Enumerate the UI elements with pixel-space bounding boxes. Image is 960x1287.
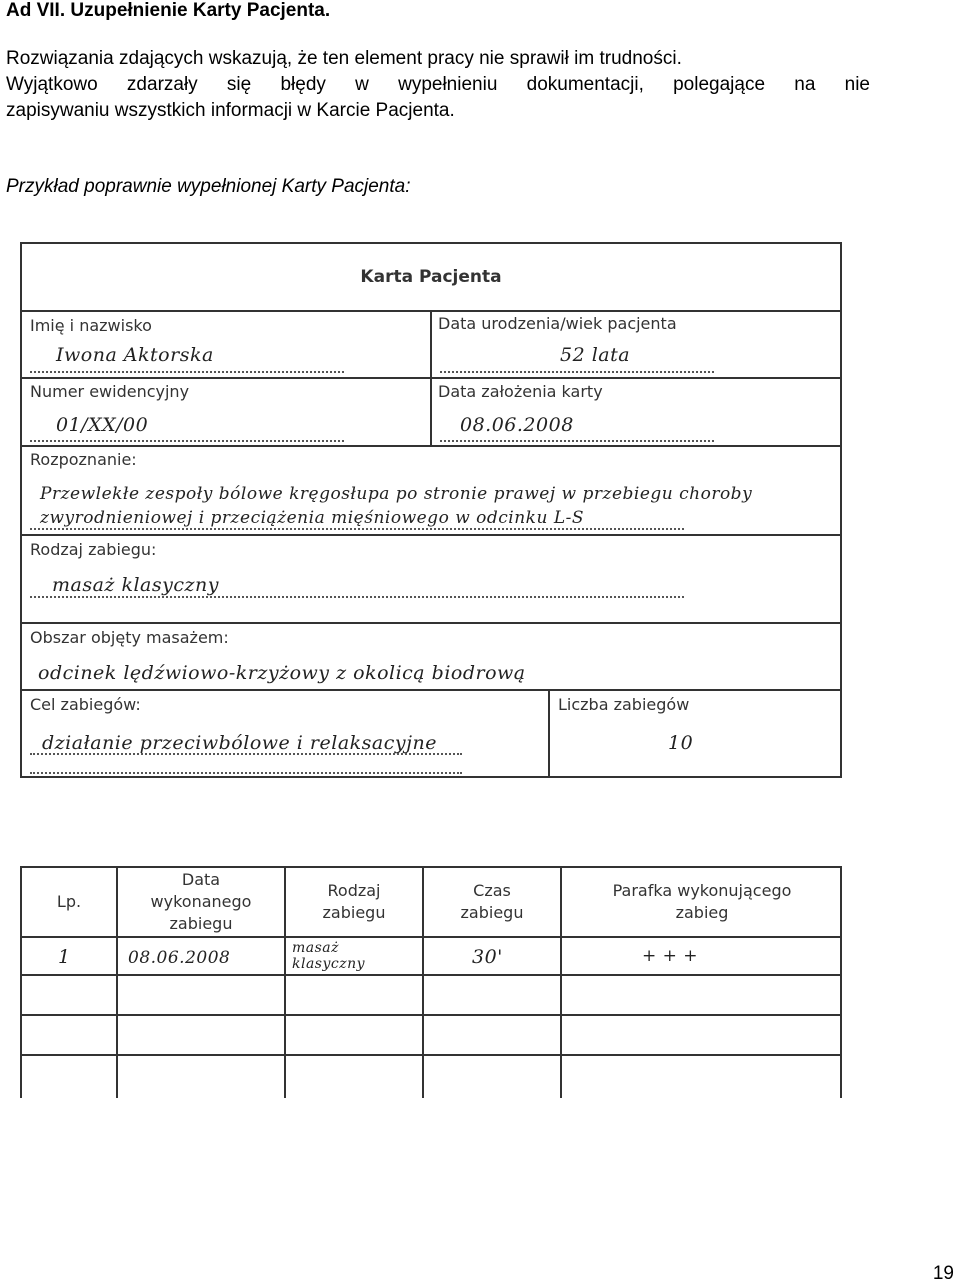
diagnosis-label: Rozpoznanie: [30,450,137,469]
treatment-goal-label: Cel zabiegów: [30,695,141,714]
treatment-type-label: Rodzaj zabiegu: [30,540,157,559]
header-date: Data wykonanego zabiegu [150,870,252,933]
intro-paragraph [6,46,870,124]
table-row-divider [22,1054,840,1056]
card-divider [22,445,840,447]
diagnosis-line-2: zwyrodnieniowej i przeciążenia mięśniowego w odcinku L-S [40,508,585,528]
card-title: Karta Pacjenta [22,244,840,312]
dotted-line [30,440,344,442]
dotted-line [30,528,684,530]
record-number-label: Numer ewidencyjny [30,382,190,401]
card-divider [22,534,840,536]
table-row-divider [22,936,840,938]
dotted-line [30,596,684,598]
dotted-line [30,772,462,774]
treatment-goal-value: działanie przeciwbólowe i relaksacyjne [42,732,437,754]
card-column-divider [430,310,432,445]
card-divider [22,622,840,624]
example-caption: Przykład poprawnie wypełnionej Karty Pacjenta: [6,176,411,197]
card-date-label: Data założenia karty [438,382,603,401]
paragraph-line-2: Wyjątkowo zdarzały się błędy w wypełnieniu dokumentacji, polegające na nie [6,74,870,95]
patient-card [20,242,842,778]
header-lp: Lp. [56,892,82,911]
header-duration: Czas zabiegu [460,881,524,922]
table-row-divider [22,974,840,976]
treatment-type-value: masaż klasyczny [52,574,219,596]
dotted-line [30,753,462,755]
treatment-count-value: 10 [668,732,694,754]
row-1-lp: 1 [58,946,71,968]
dob-value: 52 lata [560,344,631,366]
row-1-duration: 30' [472,946,503,968]
massage-area-value: odcinek lędźwiowo-krzyżowy z okolicą biodrową [38,662,526,684]
section-heading: Ad VII. Uzupełnienie Karty Pacjenta. [6,0,331,21]
diagnosis-line-1: Przewlekłe zespoły bólowe kręgosłupa po stronie prawej w przebiegu choroby [40,484,753,504]
dob-label: Data urodzenia/wiek pacjenta [438,314,677,333]
card-column-divider [548,689,550,778]
row-1-treatment-type: masaż klasyczny [292,940,366,972]
dotted-line [30,371,344,373]
dotted-line [440,371,714,373]
name-label: Imię i nazwisko [30,316,152,335]
header-initials: Parafka wykonującego zabieg [612,881,792,922]
header-treatment-type: Rodzaj zabiegu [322,881,386,922]
name-value: Iwona Aktorska [56,344,214,366]
treatment-count-label: Liczba zabiegów [558,695,690,714]
table-row-divider [22,1014,840,1016]
card-date-value: 08.06.2008 [460,414,574,436]
record-number-value: 01/XX/00 [56,414,149,436]
row-1-initials: + + + [642,946,699,966]
dotted-line [440,440,714,442]
paragraph-line-3: zapisywaniu wszystkich informacji w Karcie Pacjenta. [6,100,455,121]
row-1-date: 08.06.2008 [128,948,231,968]
page-number: 19 [932,1263,954,1284]
procedure-log-table [20,866,842,1098]
massage-area-label: Obszar objęty masażem: [30,628,229,647]
paragraph-line-1: Rozwiązania zdających wskazują, że ten element pracy nie sprawił im trudności. [6,48,682,69]
card-divider [22,689,840,691]
